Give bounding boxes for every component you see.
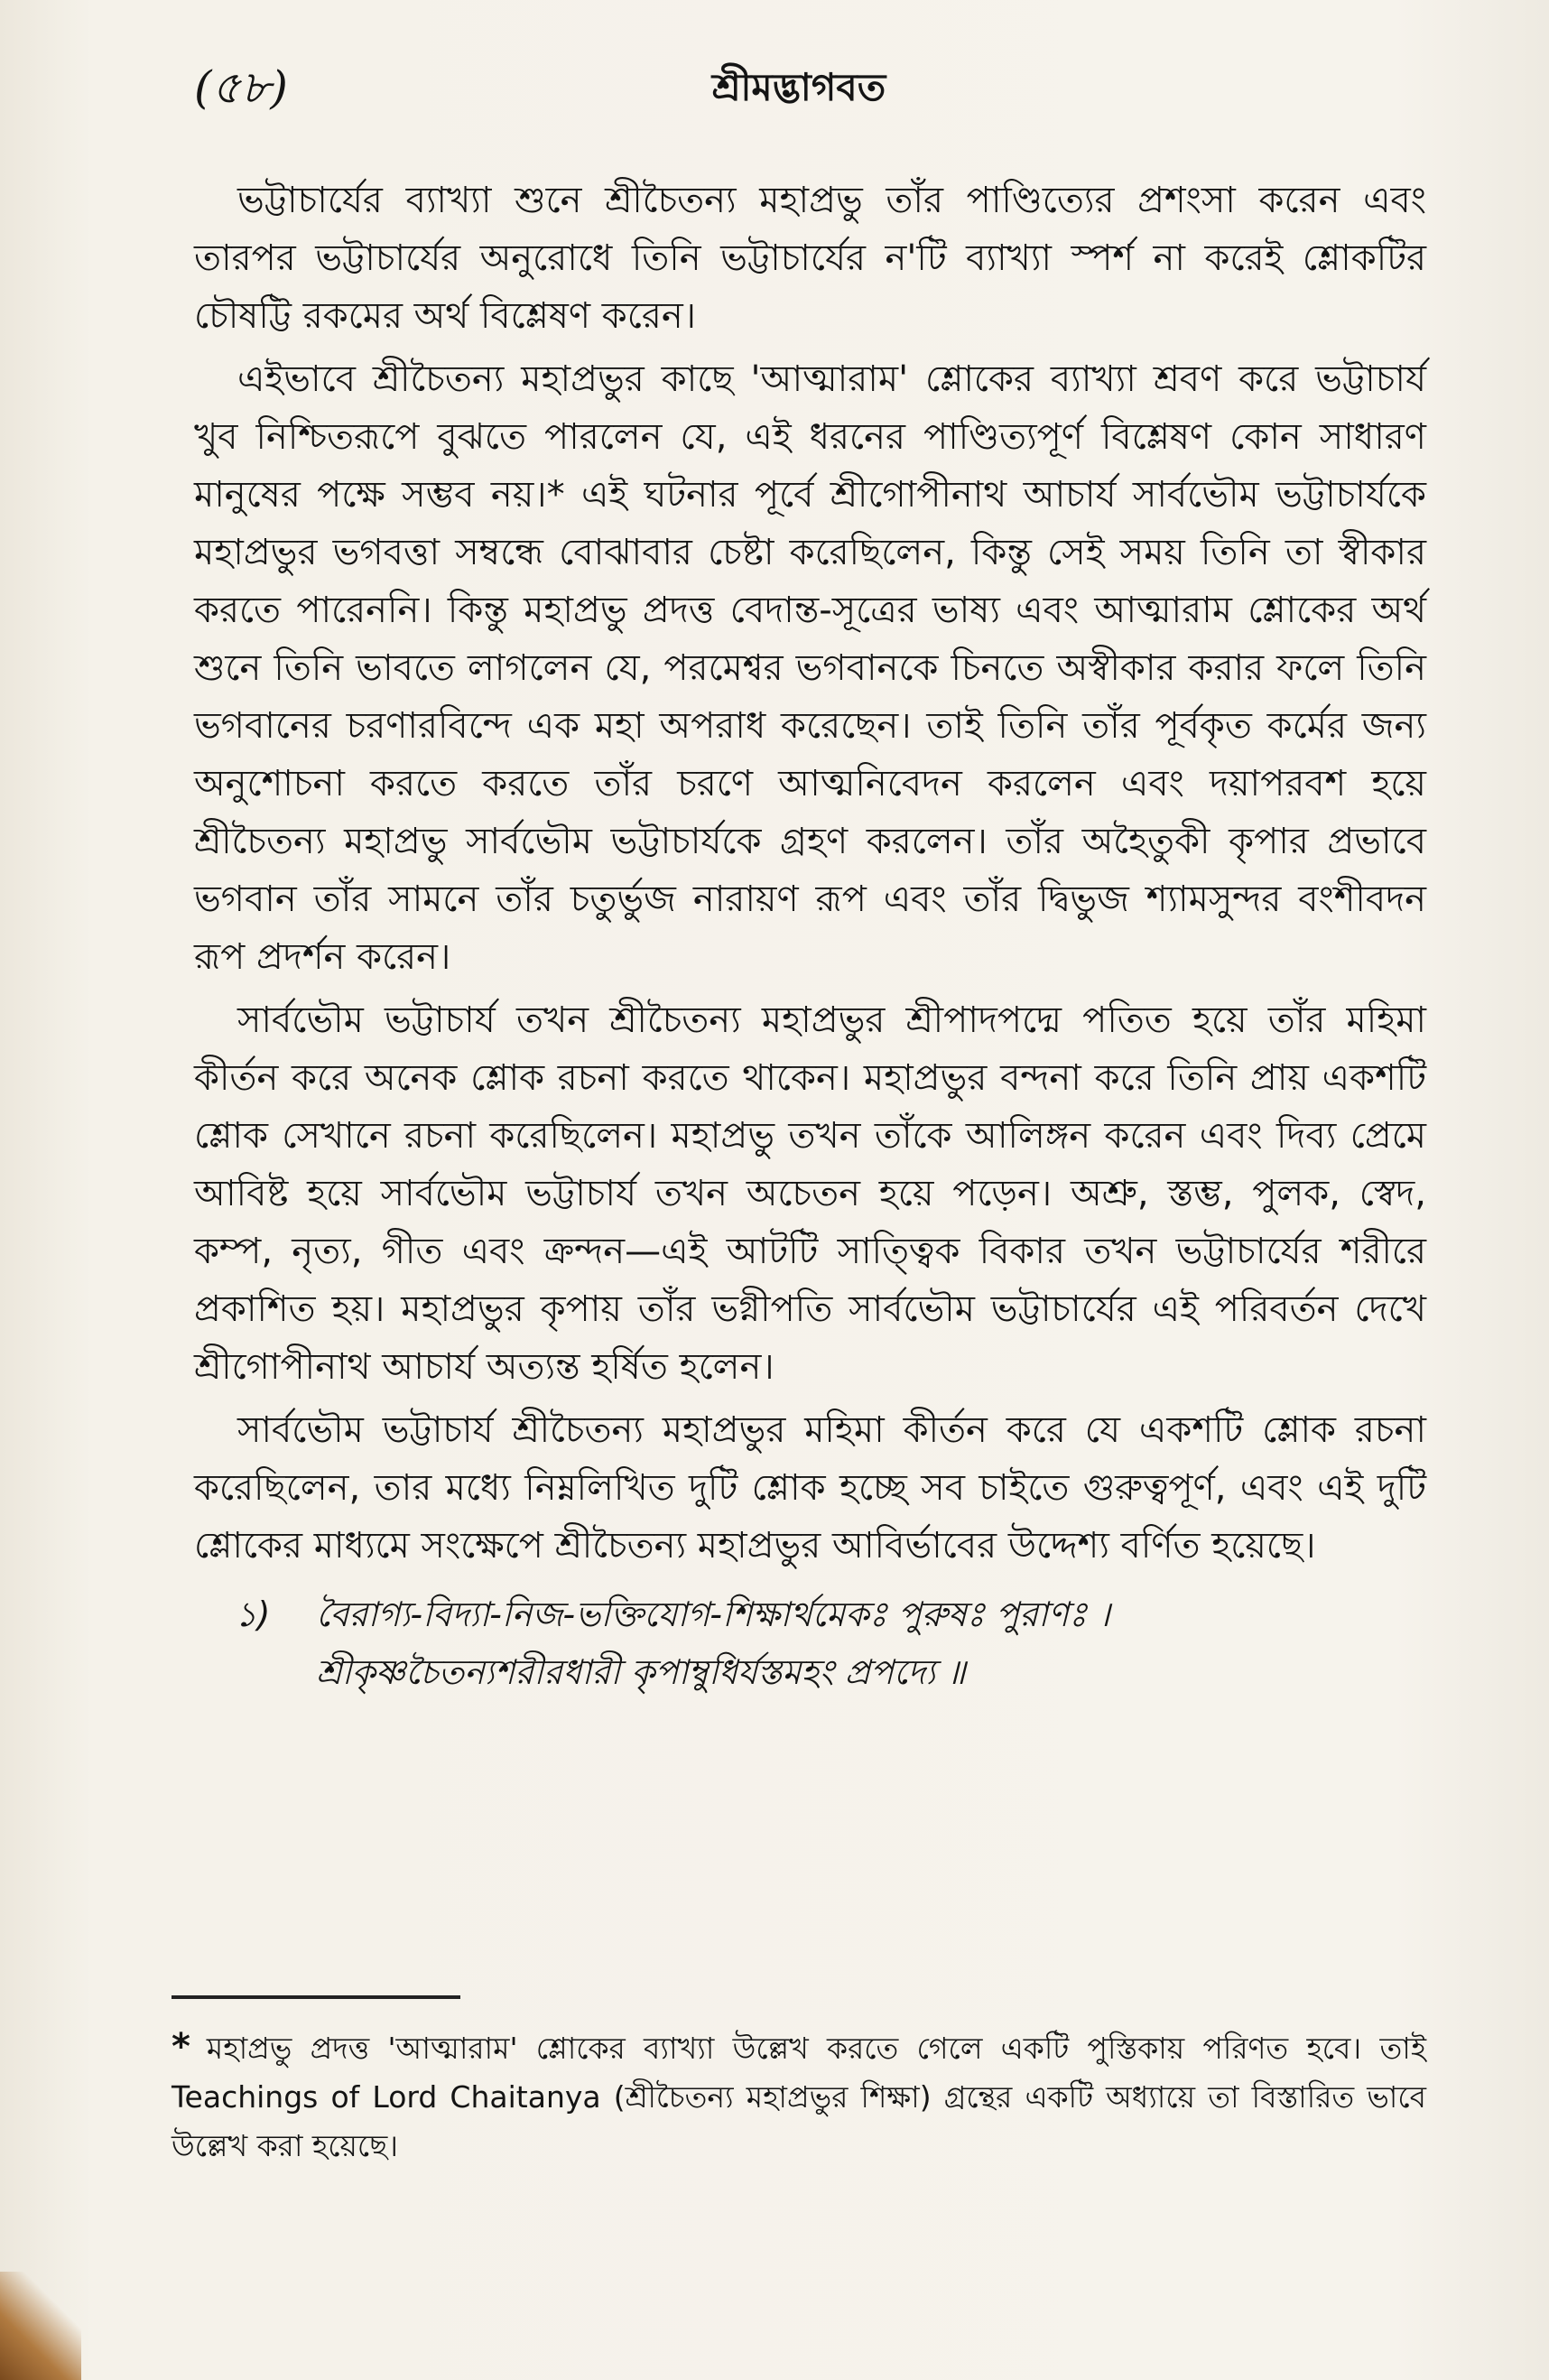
footnote-marker: * xyxy=(172,2026,190,2068)
paragraph: সার্বভৌম ভট্টাচার্য শ্রীচৈতন্য মহাপ্রভুর মহিমা কীর্তন করে যে একশটি শ্লোক রচনা করেছিলেন, তার মধ্যে নিম্নলিখিত দুটি শ্লোক হচ্ছে সব চাইতে গুরুত্বপূর্ণ, এবং এই দুটি শ্লোকের মাধ্যমে সংক্ষেপে শ্রীচৈতন্য মহাপ্রভুর আবির্ভাবের উদ্দেশ্য বর্ণিত হয়েছে। xyxy=(194,1409,1426,1567)
sanskrit-verse xyxy=(194,1585,1426,1701)
running-title: শ্রীমদ্ভাগবত xyxy=(711,65,886,109)
page-corner-shadow xyxy=(0,2272,81,2380)
paragraph: এইভাবে শ্রীচৈতন্য মহাপ্রভুর কাছে 'আত্মারাম' শ্লোকের ব্যাখ্যা শ্রবণ করে ভট্টাচার্য খুব নিশ্চিতরূপে বুঝতে পারলেন যে, এই ধরনের পাণ্ডিত্যপূর্ণ বিশ্লেষণ কোন সাধারণ মানুষের পক্ষে সম্ভব নয়।* এই ঘটনার পূর্বে শ্রীগোপীনাথ আচার্য সার্বভৌম ভট্টাচার্যকে মহাপ্রভুর ভগবত্তা সম্বন্ধে বোঝাবার চেষ্টা করেছিলেন, কিন্তু সেই সময় তিনি তা স্বীকার করতে পারেননি। কিন্তু মহাপ্রভু প্রদত্ত বেদান্ত-সূত্রের ভাষ্য এবং আত্মারাম শ্লোকের অর্থ শুনে তিনি ভাবতে লাগলেন যে, পরমেশ্বর ভগবানকে চিনতে অস্বীকার করার ফলে তিনি ভগবানের চরণারবিন্দে এক মহা অপরাধ করেছেন। তাই তিনি তাঁর পূর্বকৃত কর্মের জন্য অনুশোচনা করতে করতে তাঁর চরণে আত্মনিবেদন করলেন এবং দয়াপরবশ হয়ে শ্রীচৈতন্য মহাপ্রভু সার্বভৌম ভট্টাচার্যকে গ্রহণ করলেন। তাঁর অহৈতুকী কৃপার প্রভাবে ভগবান তাঁর সামনে তাঁর চতুর্ভুজ নারায়ণ রূপ এবং তাঁর দ্বিভুজ শ্যামসুন্দর বংশীবদন রূপ প্রদর্শন করেন। xyxy=(194,358,1426,978)
footnote-divider xyxy=(172,1995,460,1999)
page-number: (৫৮) xyxy=(194,61,288,114)
footnote xyxy=(172,2022,1426,2171)
verse-number: ১) xyxy=(235,1594,271,1634)
paragraph: সার্বভৌম ভট্টাচার্য তখন শ্রীচৈতন্য মহাপ্রভুর শ্রীপাদপদ্মে পতিত হয়ে তাঁর মহিমা কীর্তন করে অনেক শ্লোক রচনা করতে থাকেন। মহাপ্রভুর বন্দনা করে তিনি প্রায় একশটি শ্লোক সেখানে রচনা করেছিলেন। মহাপ্রভু তখন তাঁকে আলিঙ্গন করেন এবং দিব্য প্রেমে আবিষ্ট হয়ে সার্বভৌম ভট্টাচার্য তখন অচেতন হয়ে পড়েন। অশ্রু, স্তম্ভ, পুলক, স্বেদ, কম্প, নৃত্য, গীত এবং ক্রন্দন—এই আটটি সাত্ত্বিক বিকার তখন ভট্টাচার্যের শরীরে প্রকাশিত হয়। মহাপ্রভুর কৃপায় তাঁর ভগ্নীপতি সার্বভৌম ভট্টাচার্যের এই পরিবর্তন দেখে শ্রীগোপীনাথ আচার্য অত্যন্ত হর্ষিত হলেন। xyxy=(194,999,1426,1388)
verse-line: শ্রীকৃষ্ণচৈতন্যশরীরধারী কৃপাম্বুধির্যস্তমহং প্রপদ্যে ॥ xyxy=(316,1652,966,1692)
main-text xyxy=(194,172,1426,1701)
verse-line: বৈরাগ্য-বিদ্যা-নিজ-ভক্তিযোগ-শিক্ষার্থমেকঃ পুরুষঃ পুরাণঃ । xyxy=(316,1594,1110,1634)
page-header xyxy=(194,54,1404,117)
footnote-text: মহাপ্রভু প্রদত্ত 'আত্মারাম' শ্লোকের ব্যাখ্যা উল্লেখ করতে গেলে একটি পুস্তিকায় পরিণত হবে। তাই Teachings of Lord Chaitanya (শ্রীচৈতন্য মহাপ্রভুর শিক্ষা) গ্রন্থের একটি অধ্যায়ে তা বিস্তারিত ভাবে উল্লেখ করা হয়েছে। xyxy=(172,2031,1426,2163)
paragraph: ভট্টাচার্যের ব্যাখ্যা শুনে শ্রীচৈতন্য মহাপ্রভু তাঁর পাণ্ডিত্যের প্রশংসা করেন এবং তারপর ভট্টাচার্যের অনুরোধে তিনি ভট্টাচার্যের ন'টি ব্যাখ্যা স্পর্শ না করেই শ্লোকটির চৌষট্টি রকমের অর্থ বিশ্লেষণ করেন। xyxy=(194,180,1426,337)
